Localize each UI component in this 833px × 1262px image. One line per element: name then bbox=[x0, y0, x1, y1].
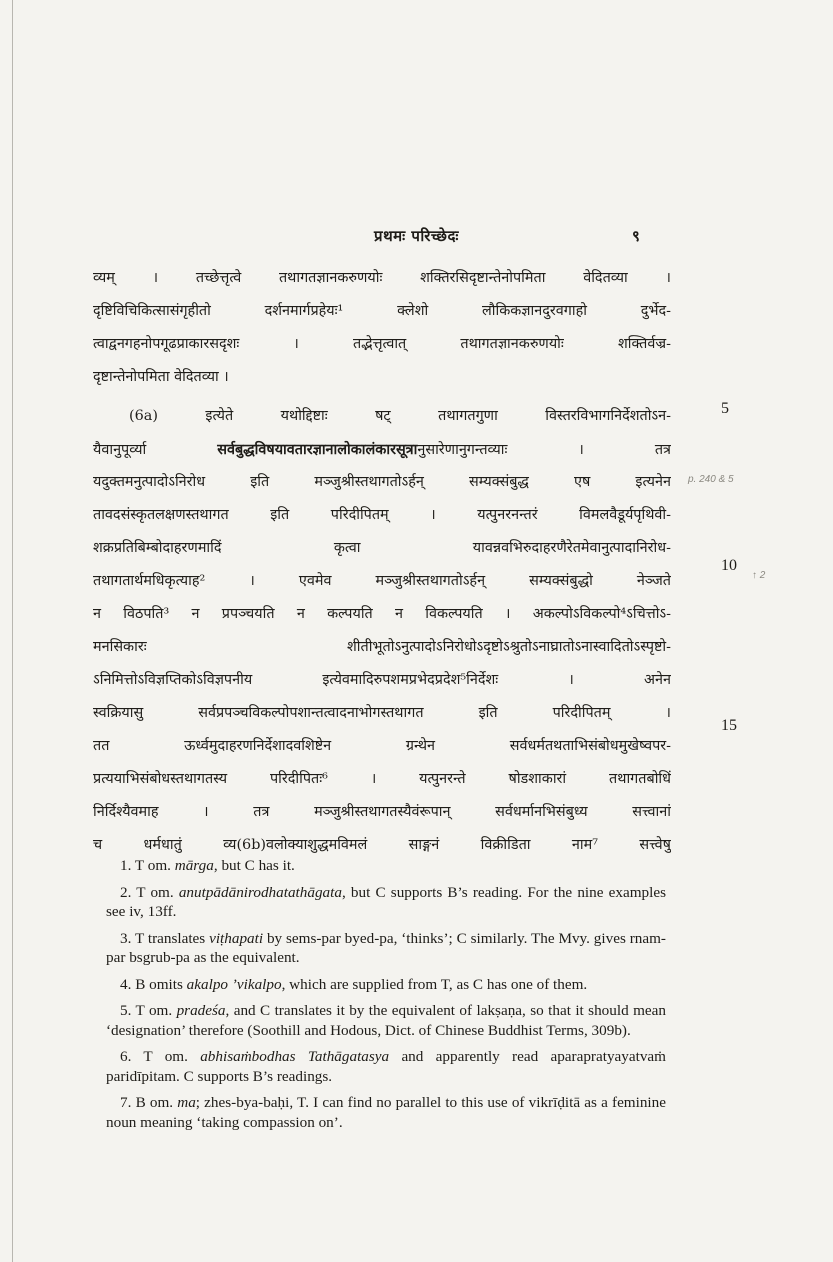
text-block-1 bbox=[93, 262, 671, 394]
text-block-2 bbox=[93, 400, 671, 862]
footnote bbox=[106, 883, 666, 922]
footnote-number: 7. bbox=[120, 1094, 132, 1111]
footnote-text: , but C supports B’s reading. For the nine examples see iv, 13ff. bbox=[106, 883, 666, 920]
text-line: स्वक्रियासु सर्वप्रपञ्चविकल्पोपशान्तत्वादनाभोगस्तथागत इति परिदीपितम् । bbox=[93, 705, 671, 721]
footnote-text: T om. bbox=[135, 1002, 177, 1019]
text-line bbox=[93, 433, 671, 466]
margin-annotation: ↑ 2 bbox=[752, 570, 766, 581]
text-line: यदुक्तमनुत्पादोऽनिरोध इति मञ्जुश्रीस्तथागतोऽर्हन् सम्यक्संबुद्ध एष इत्यनेन bbox=[93, 474, 671, 490]
text-line: दृष्टिविचिकित्सासंगृहीतो दर्शनमार्गप्रहेयः¹ क्लेशो लौकिकज्ञानदुरवगाहो दुर्भेद- bbox=[93, 303, 671, 319]
footnote-text: ; zhes-bya-baḥi, T. I can find no parallel to this use of vikrīḍitā as a feminine noun meaning ‘taking compassion on’. bbox=[106, 1094, 666, 1131]
text-line: तावदसंस्कृतलक्षणस्तथागत इति परिदीपितम् । यत्पुनरनन्तरं विमलवैडूर्यपृथिवी- bbox=[93, 507, 671, 523]
footnote-text: , which are supplied from T, as C has one of them. bbox=[281, 975, 588, 993]
text-line: निर्दिश्यैवमाह । तत्र मञ्जुश्रीस्तथागतस्यैवंरूपान् सर्वधर्मानभिसंबुध्य सत्त्वानां bbox=[93, 804, 671, 820]
text-line: त्वाद्वनगहनोपगूढप्राकारसदृशः । तद्भेत्तृत्वात् तथागतज्ञानकरुणयोः शक्तिर्वज्र- bbox=[93, 336, 671, 352]
line-number-15: 15 bbox=[721, 717, 737, 734]
footnote-text: B om. bbox=[135, 1094, 178, 1111]
text-line: व्यम् । तच्छेत्तृत्वे तथागतज्ञानकरुणयोः शक्तिरसिदृष्टान्तेनोपमिता वेदितव्या । bbox=[93, 270, 671, 286]
footnote-term: pradeśa bbox=[176, 1002, 226, 1019]
text-line: (6a) इत्येते यथोद्दिष्टाः षट् तथागतगुणा विस्तरविभागनिर्देशतोऽन- bbox=[129, 408, 671, 424]
page-number: ९ bbox=[632, 227, 640, 245]
text-line: शक्रप्रतिबिम्बोदाहरणमादिं कृत्वा यावन्नवभिरुदाहरणैरेतमेवानुत्पादानिरोध- bbox=[93, 540, 671, 556]
text-line: तत ऊर्ध्वमुदाहरणनिर्देशादवशिष्टेन ग्रन्थेन सर्वधर्मतथताभिसंबोधमुखेष्वपर- bbox=[93, 738, 671, 754]
running-header bbox=[0, 226, 833, 252]
footnote-text: T translates bbox=[134, 929, 210, 947]
margin-annotation: p. 240 & 5 bbox=[688, 474, 734, 485]
footnote-number: 2. bbox=[120, 883, 132, 901]
footnote-text: , but C has it. bbox=[213, 857, 295, 874]
footnote bbox=[106, 856, 666, 876]
footnote-text: , and C translates it by the equivalent of lakṣaṇa, so that it should mean ‘designation’ therefore (Soothill and Hodous, Dict. of Chinese Buddhist Terms, 309b). bbox=[106, 1002, 666, 1039]
footnote-number: 6. bbox=[120, 1048, 132, 1065]
text-line: मनसिकारः शीतीभूतोऽनुत्पादोऽनिरोधोऽदृष्टोऽश्रुतोऽनाघ्रातोऽनास्वादितोऽस्पृष्टो- bbox=[93, 639, 671, 655]
text-line: प्रत्ययाभिसंबोधस्तथागतस्य परिदीपितः⁶ । यत्पुनरन्ते षोडशाकारां तथागतबोधिं bbox=[93, 771, 671, 787]
footnote-term: mārga bbox=[174, 857, 214, 874]
footnote-term: abhisaṁbodhas Tathāgatasya bbox=[200, 1048, 390, 1065]
text-line: च धर्मधातुं व्य(6b)वलोक्याशुद्धमविमलं साङ्गनं विक्रीडिता नाम⁷ सत्त्वेषु bbox=[93, 837, 671, 853]
footnote-term: ma bbox=[177, 1094, 196, 1111]
footnote bbox=[106, 975, 666, 995]
sutra-title: सर्वबुद्धविषयावतारज्ञानालोकालंकारसूत्रा bbox=[217, 441, 418, 458]
line-number-5: 5 bbox=[721, 400, 729, 417]
footnotes bbox=[106, 856, 666, 1139]
footnote bbox=[106, 1001, 666, 1040]
footnote-text: B omits bbox=[135, 975, 187, 993]
footnote bbox=[106, 1093, 666, 1132]
footnote-number: 5. bbox=[120, 1002, 132, 1019]
footnote-number: 4. bbox=[120, 975, 132, 993]
text-line: ऽनिमित्तोऽविज्ञप्तिकोऽविज्ञपनीय इत्येवमादिरुपशमप्रभेदप्रदेश⁵निर्देशः । अनेन bbox=[93, 672, 671, 688]
text-line: तथागतार्थमधिकृत्याह² । एवमेव मञ्जुश्रीस्तथागतोऽर्हन् सम्यक्संबुद्धो नेञ्जते bbox=[93, 573, 671, 589]
text-span: नुसारेणानुगन्तव्याः । तत्र bbox=[417, 442, 671, 458]
footnote-number: 1. bbox=[120, 857, 132, 874]
text-line: दृष्टान्तेनोपमिता वेदितव्या । bbox=[93, 369, 229, 385]
footnote-term: anutpādānirodhatathāgata bbox=[178, 883, 342, 901]
page-edge bbox=[12, 0, 13, 1262]
line-number-10: 10 bbox=[721, 557, 737, 574]
footnote-text: T om. bbox=[136, 883, 179, 901]
footnote-number: 3. bbox=[120, 929, 132, 947]
footnote-text: T om. bbox=[134, 857, 175, 874]
text-line: न विठपति³ न प्रपञ्चयति न कल्पयति न विकल्पयति । अकल्पोऽविकल्पो⁴ऽचित्तोऽ- bbox=[93, 606, 671, 622]
footnote-text: by sems-par byed-pa, ‘thinks’; C similarly. The Mvy. gives rnam-par bsgrub-pa as the equivalent. bbox=[106, 929, 666, 966]
footnote-term: akalpo ’vikalpo bbox=[186, 975, 282, 993]
footnote bbox=[106, 929, 666, 968]
footnote-text: and apparently read aparapratyayatvaṁ paridīpitam. C supports B’s readings. bbox=[106, 1048, 666, 1085]
footnote bbox=[106, 1047, 666, 1086]
footnote-term: viṭhapati bbox=[209, 929, 264, 947]
footnote-text: T om. bbox=[143, 1048, 201, 1065]
text-span: यैवानुपूर्व्या bbox=[93, 442, 218, 458]
chapter-title: प्रथमः परिच्छेदः bbox=[374, 227, 459, 245]
